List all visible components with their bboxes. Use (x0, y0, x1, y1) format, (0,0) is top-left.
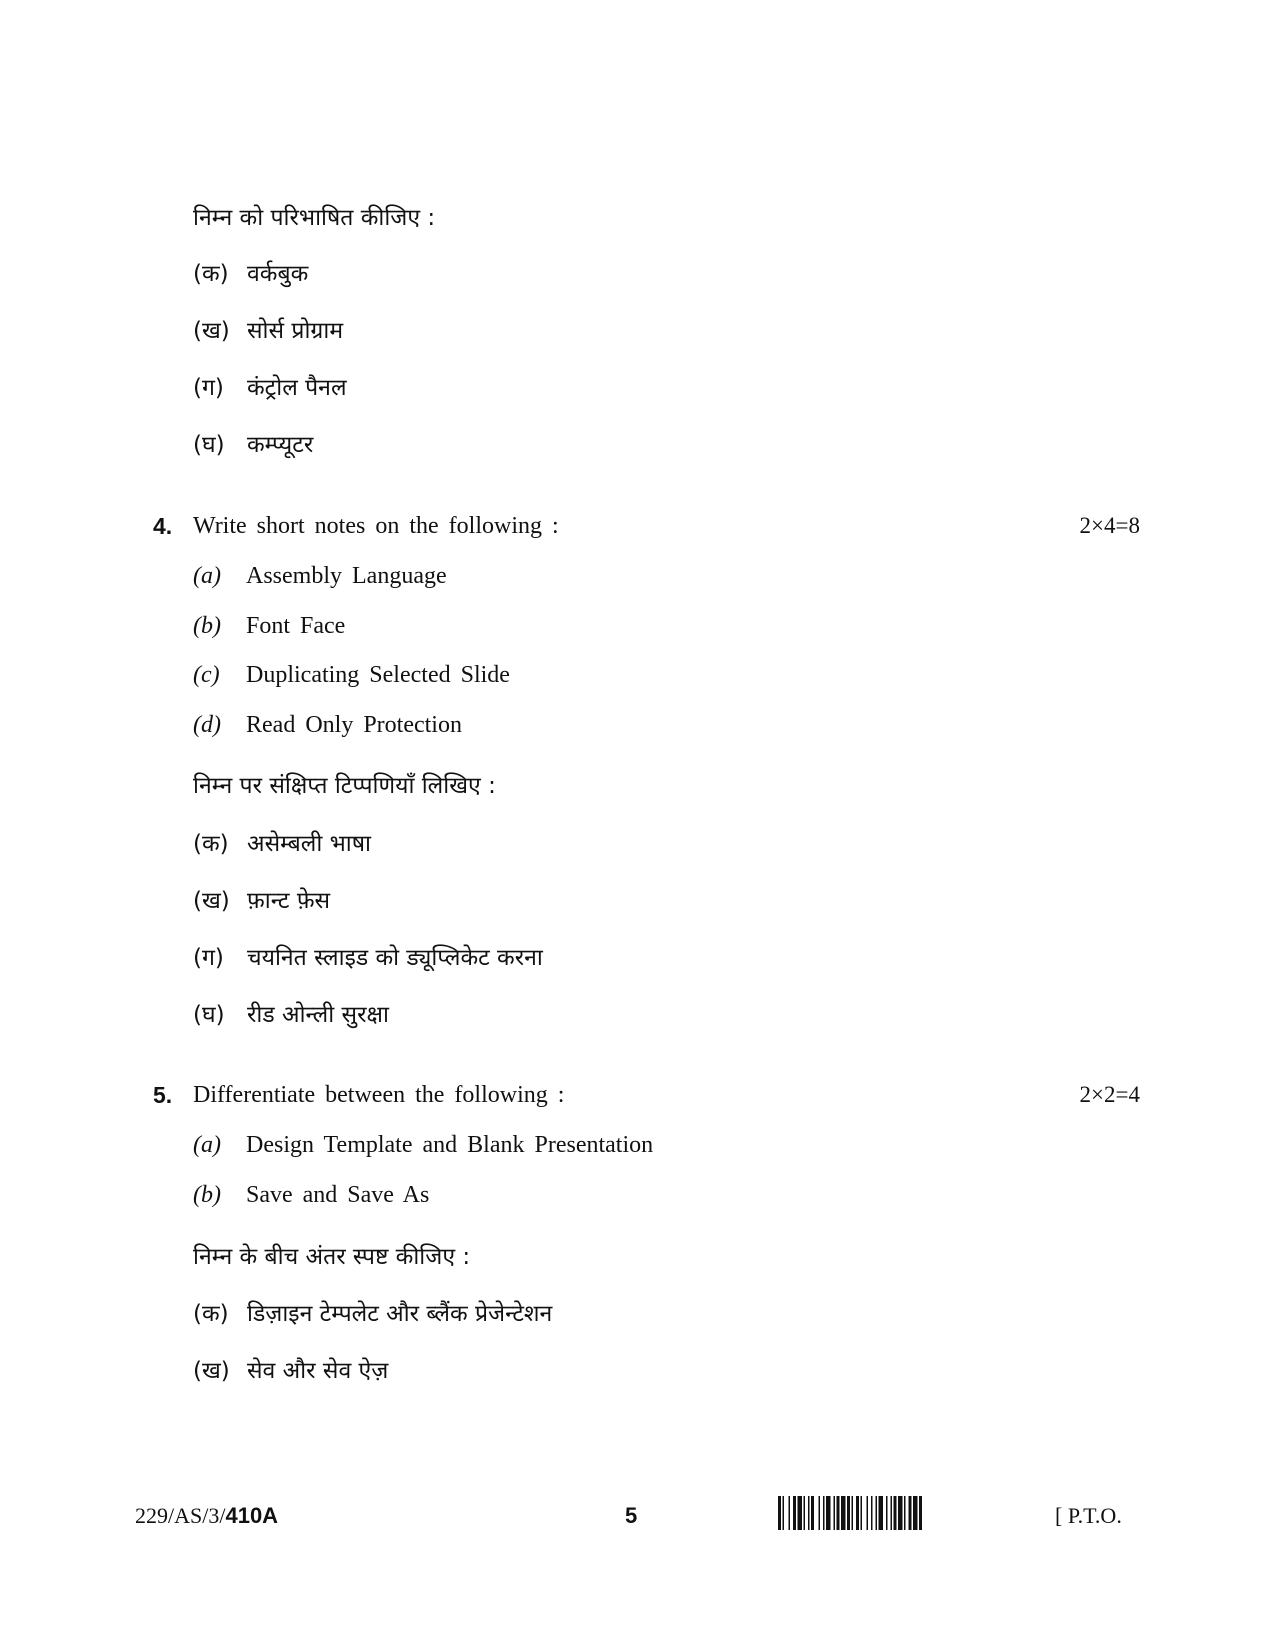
item-label: (a) (193, 1132, 221, 1158)
item-text: कम्प्यूटर (247, 432, 314, 458)
q5-question-text: Differentiate between the following : (193, 1082, 565, 1108)
q4-hindi-item (193, 1000, 389, 1030)
q4-item (193, 561, 447, 591)
q3-hindi-intro: निम्न को परिभाषित कीजिए : (193, 205, 436, 231)
q3-hindi-item (193, 259, 308, 289)
q5-hindi-intro: निम्न के बीच अंतर स्पष्ट कीजिए : (193, 1244, 471, 1270)
item-label: (ख) (193, 1358, 230, 1384)
item-text: Save and Save As (246, 1182, 430, 1208)
item-text: Assembly Language (246, 563, 447, 589)
q5-hindi-item (193, 1299, 552, 1329)
item-label: (b) (193, 1182, 221, 1208)
item-text: Duplicating Selected Slide (246, 662, 510, 688)
item-label: (ग) (193, 375, 224, 401)
q5-marks: 2×2=4 (1079, 1082, 1140, 1107)
q5-hindi-item (193, 1356, 388, 1386)
item-label: (घ) (193, 432, 225, 458)
paper-code-prefix: 229/AS/3/ (135, 1503, 226, 1528)
item-text: सोर्स प्रोग्राम (247, 318, 344, 344)
barcode (778, 1496, 1040, 1530)
item-text: डिज़ाइन टेम्पलेट और ब्लैंक प्रेजेन्टेशन (247, 1301, 553, 1327)
paper-code (135, 1502, 278, 1530)
q3-hindi-item (193, 316, 343, 346)
item-label: (b) (193, 613, 221, 639)
item-label: (c) (193, 662, 220, 688)
item-text: चयनित स्लाइड को ड्यूप्लिकेट करना (247, 945, 543, 971)
item-text: Design Template and Blank Presentation (246, 1132, 654, 1158)
page-number: 5 (625, 1503, 638, 1528)
item-label: (d) (193, 712, 221, 738)
paper-code-bold: 410A (225, 1503, 279, 1528)
q3-hindi-item (193, 430, 313, 460)
item-label: (a) (193, 563, 221, 589)
q4-number: 4. (153, 513, 173, 539)
item-label: (ख) (193, 318, 230, 344)
item-label: (क) (193, 261, 229, 287)
item-text: रीड ओन्ली सुरक्षा (247, 1002, 389, 1028)
q4-question-text: Write short notes on the following : (193, 513, 559, 539)
item-label: (ग) (193, 945, 224, 971)
q4-item (193, 710, 462, 740)
q4-hindi-item (193, 886, 330, 916)
q3-hindi-item (193, 373, 347, 403)
item-text: वर्कबुक (247, 261, 309, 287)
item-text: Read Only Protection (246, 712, 462, 738)
item-text: असेम्बली भाषा (247, 831, 371, 857)
q4-hindi-item (193, 943, 543, 973)
q4-item (193, 611, 345, 641)
item-text: Font Face (246, 613, 346, 639)
q4-hindi-item (193, 829, 371, 859)
q4-hindi-intro: निम्न पर संक्षिप्त टिप्पणियाँ लिखिए : (193, 773, 496, 799)
q5-item (193, 1130, 653, 1160)
q4-marks: 2×4=8 (1079, 513, 1140, 538)
item-label: (घ) (193, 1002, 225, 1028)
q4-item (193, 660, 510, 690)
q5-item (193, 1180, 429, 1210)
q5-number: 5. (153, 1082, 173, 1108)
item-text: कंट्रोल पैनल (247, 375, 347, 401)
item-label: (क) (193, 1301, 229, 1327)
pto-marker: [ P.T.O. (1055, 1503, 1122, 1528)
item-label: (ख) (193, 888, 230, 914)
item-text: फ़ान्ट फ़ेस (247, 888, 331, 914)
item-text: सेव और सेव ऐज़ (247, 1358, 389, 1384)
item-label: (क) (193, 831, 229, 857)
